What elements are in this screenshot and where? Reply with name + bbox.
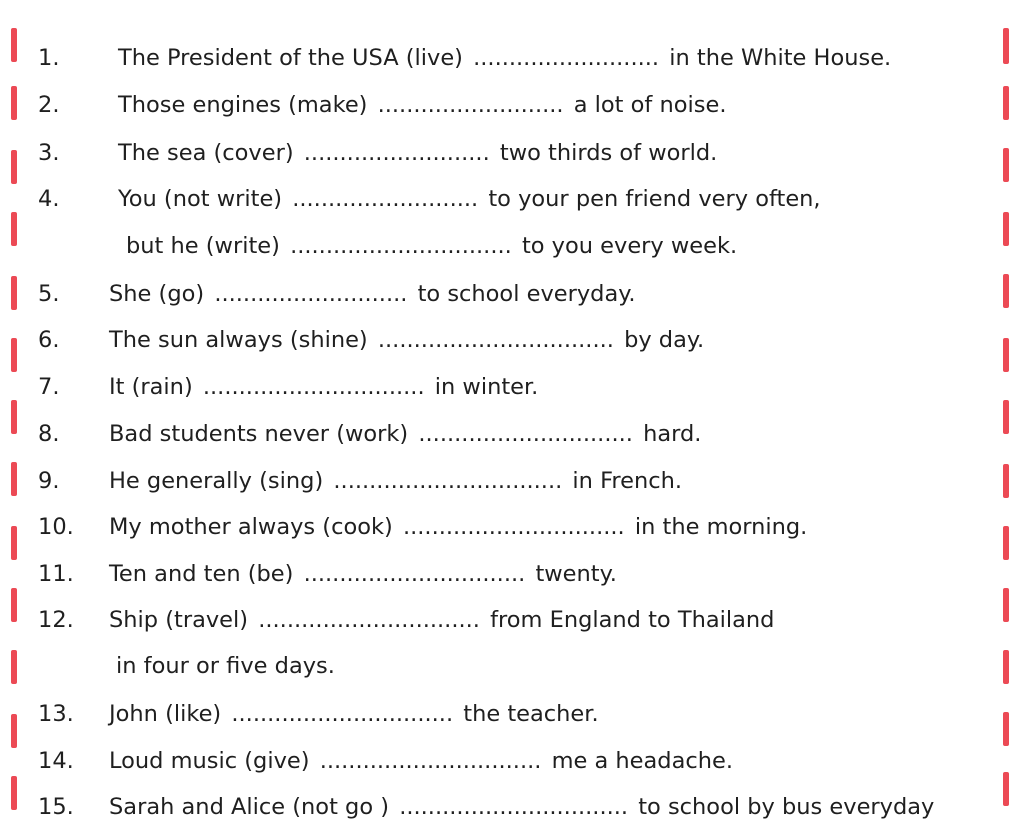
exercise-item <box>0 372 1024 402</box>
item-number: 15. <box>38 794 74 820</box>
sentence-start: The President of the USA (live) <box>118 45 463 71</box>
sentence-end: me a headache. <box>551 748 734 774</box>
item-text <box>109 466 682 496</box>
exercise-item <box>0 699 1024 729</box>
item-text <box>109 605 774 635</box>
item-text <box>109 419 701 449</box>
exercise-item-continuation <box>0 231 1024 261</box>
item-text <box>109 559 617 589</box>
exercise-item <box>0 746 1024 776</box>
item-number: 5. <box>38 281 60 307</box>
answer-blank[interactable]: ............................... <box>258 607 480 633</box>
exercise-item <box>0 559 1024 589</box>
sentence-start: It (rain) <box>109 374 193 400</box>
sentence-end: in the White House. <box>669 45 892 71</box>
item-number: 7. <box>38 374 60 400</box>
sentence-start: John (like) <box>109 701 222 727</box>
item-text <box>109 699 599 729</box>
sentence-start: You (not write) <box>118 186 283 212</box>
sentence-end: in French. <box>572 468 683 494</box>
sentence-end: a lot of noise. <box>573 92 727 118</box>
item-number: 13. <box>38 701 74 727</box>
item-text <box>116 651 335 681</box>
exercise-item-continuation <box>0 651 1024 681</box>
sentence-start: Those engines (make) <box>118 92 368 118</box>
answer-blank[interactable]: ............................... <box>202 374 425 400</box>
sentence-end: in the morning. <box>634 514 808 540</box>
sentence-start: but he (write) <box>126 233 280 259</box>
answer-blank[interactable]: .......................... <box>473 45 660 71</box>
sentence-end: twenty. <box>535 561 617 587</box>
sentence-start: in four or five days. <box>116 653 335 679</box>
sentence-start: Ship (travel) <box>109 607 249 633</box>
answer-blank[interactable]: ........................... <box>214 281 408 307</box>
item-text <box>118 138 717 168</box>
item-text <box>126 231 737 261</box>
item-number: 6. <box>38 327 60 353</box>
item-number: 1. <box>38 45 60 71</box>
sentence-end: the teacher. <box>463 701 599 727</box>
item-text <box>109 372 538 402</box>
sentence-start: Ten and ten (be) <box>109 561 294 587</box>
sentence-start: He generally (sing) <box>109 468 324 494</box>
sentence-end: by day. <box>624 327 705 353</box>
exercise-item <box>0 325 1024 355</box>
item-text <box>109 746 733 776</box>
item-number: 2. <box>38 92 60 118</box>
item-text <box>118 184 821 214</box>
sentence-start: Loud music (give) <box>109 748 310 774</box>
answer-blank[interactable]: .......................... <box>303 140 490 166</box>
exercise-item <box>0 792 1024 822</box>
sentence-start: My mother always (cook) <box>109 514 393 540</box>
answer-blank[interactable]: ............................... <box>290 233 512 259</box>
answer-blank[interactable]: ................................. <box>377 327 614 353</box>
item-number: 8. <box>38 421 60 447</box>
item-text <box>109 279 636 309</box>
sentence-start: Bad students never (work) <box>109 421 409 447</box>
item-number: 9. <box>38 468 60 494</box>
exercise-item <box>0 184 1024 214</box>
answer-blank[interactable]: ................................ <box>399 794 629 820</box>
sentence-start: The sea (cover) <box>118 140 294 166</box>
answer-blank[interactable]: ............................... <box>303 561 526 587</box>
exercise-item <box>0 419 1024 449</box>
sentence-start: The sun always (shine) <box>109 327 368 353</box>
item-text <box>118 90 726 120</box>
item-number: 3. <box>38 140 60 166</box>
answer-blank[interactable]: ................................ <box>333 468 563 494</box>
sentence-end: hard. <box>643 421 702 447</box>
answer-blank[interactable]: .......................... <box>292 186 479 212</box>
answer-blank[interactable]: ............................... <box>319 748 542 774</box>
answer-blank[interactable]: ............................... <box>231 701 454 727</box>
sentence-start: She (go) <box>109 281 205 307</box>
exercise-item <box>0 466 1024 496</box>
exercise-item <box>0 43 1024 73</box>
item-number: 11. <box>38 561 74 587</box>
item-text <box>118 43 891 73</box>
answer-blank[interactable]: .............................. <box>418 421 633 447</box>
sentence-end: to you every week. <box>521 233 738 259</box>
sentence-end: two thirds of world. <box>499 140 718 166</box>
exercise-item <box>0 512 1024 542</box>
sentence-end: from England to Thailand <box>490 607 775 633</box>
exercise-item <box>0 138 1024 168</box>
exercise-item <box>0 279 1024 309</box>
item-number: 10. <box>38 514 74 540</box>
item-text <box>109 512 807 542</box>
answer-blank[interactable]: ............................... <box>402 514 625 540</box>
item-number: 4. <box>38 186 60 212</box>
exercise-item <box>0 90 1024 120</box>
exercise-item <box>0 605 1024 635</box>
item-number: 12. <box>38 607 74 633</box>
item-text <box>109 325 704 355</box>
item-number: 14. <box>38 748 74 774</box>
sentence-end: in winter. <box>434 374 539 400</box>
item-text <box>109 792 934 822</box>
answer-blank[interactable]: .......................... <box>377 92 564 118</box>
sentence-end: to your pen friend very often, <box>488 186 821 212</box>
sentence-end: to school everyday. <box>417 281 636 307</box>
sentence-start: Sarah and Alice (not go ) <box>109 794 390 820</box>
sentence-end: to school by bus everyday <box>638 794 935 820</box>
